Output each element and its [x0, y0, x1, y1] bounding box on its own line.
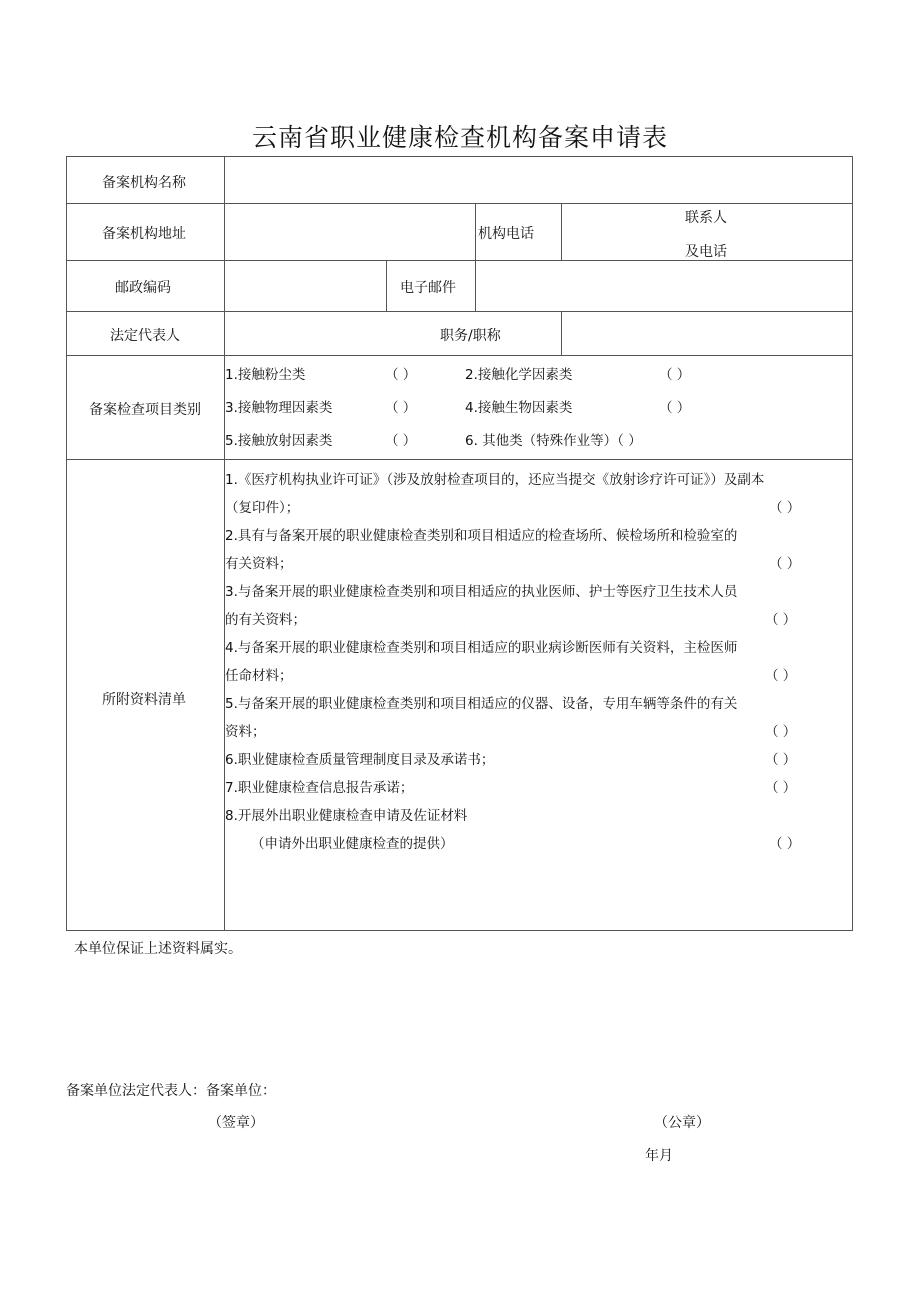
attachment-line: 1.《医疗机构执业许可证》（涉及放射检查项目的，还应当提交《放射诊疗许可证》）及副本 — [225, 472, 765, 488]
org-phone-label: 机构电话 — [478, 226, 534, 242]
attachment-line: 的有关资料； — [225, 612, 306, 628]
attachment-line: 资料； — [225, 724, 266, 740]
category-item: 1.接触粉尘类 — [225, 367, 306, 383]
signature-mark: （签章） — [208, 1115, 264, 1131]
category-checkbox[interactable]: （ ） — [659, 367, 691, 383]
attachment-line: 2.具有与备案开展的职业健康检查类别和项目相适应的检查场所、候检场所和检验室的 — [225, 528, 738, 544]
attachment-checkbox[interactable]: （ ） — [769, 556, 801, 572]
attachment-checkbox[interactable]: （ ） — [769, 500, 801, 516]
official-seal-mark: （公章） — [654, 1115, 710, 1131]
org-address-field[interactable] — [227, 206, 472, 258]
guarantee-statement: 本单位保证上述资料属实。 — [74, 941, 242, 957]
column-divider — [561, 203, 562, 260]
category-item: 3.接触物理因素类 — [225, 400, 333, 416]
row-divider — [67, 260, 852, 261]
attachment-line: （申请外出职业健康检查的提供） — [251, 836, 454, 852]
attachment-line: 任命材料； — [225, 668, 293, 684]
attachment-line: 7.职业健康检查信息报告承诺； — [225, 780, 414, 796]
attachment-line: 3.与备案开展的职业健康检查类别和项目相适应的执业医师、护士等医疗卫生技术人员 — [225, 584, 738, 600]
attachment-line: （复印件）； — [225, 500, 300, 516]
category-item-other[interactable]: 6. 其他类（特殊作业等）（ ） — [465, 433, 642, 449]
position-label: 职务/职称 — [440, 328, 501, 344]
application-form — [66, 156, 853, 931]
attachment-line: 4.与备案开展的职业健康检查类别和项目相适应的职业病诊断医师有关资料，主检医师 — [225, 640, 738, 656]
legal-rep-label: 法定代表人 — [110, 328, 180, 344]
attachment-line: 5.与备案开展的职业健康检查类别和项目相适应的仪器、设备，专用车辆等条件的有关 — [225, 696, 738, 712]
category-item: 2.接触化学因素类 — [465, 367, 573, 383]
category-checkbox[interactable]: （ ） — [659, 400, 691, 416]
category-checkbox[interactable]: （ ） — [385, 433, 417, 449]
legal-rep-field[interactable] — [227, 314, 397, 353]
attachment-line: 有关资料； — [225, 556, 293, 572]
org-address-label: 备案机构地址 — [102, 226, 186, 242]
postal-code-field[interactable] — [227, 263, 383, 309]
column-divider — [561, 311, 562, 355]
signers-line: 备案单位法定代表人：备案单位： — [66, 1083, 276, 1099]
email-label: 电子邮件 — [400, 280, 456, 296]
attachment-line: 8.开展外出职业健康检查申请及佐证材料 — [225, 808, 468, 824]
row-divider — [67, 355, 852, 356]
category-checkbox[interactable]: （ ） — [385, 367, 417, 383]
categories-label: 备案检查项目类别 — [89, 402, 201, 418]
column-divider — [386, 260, 387, 311]
row-divider — [67, 459, 852, 460]
position-field[interactable] — [564, 314, 849, 353]
attachment-checkbox[interactable]: （ ） — [765, 724, 797, 740]
row-divider — [67, 203, 852, 204]
date-line: 年月 — [645, 1148, 673, 1164]
attachment-line: 6.职业健康检查质量管理制度目录及承诺书； — [225, 752, 495, 768]
contact-label-2: 及电话 — [685, 244, 727, 260]
attachments-label: 所附资料清单 — [102, 692, 186, 708]
attachment-checkbox[interactable]: （ ） — [765, 752, 797, 768]
category-item: 4.接触生物因素类 — [465, 400, 573, 416]
row-divider — [67, 311, 852, 312]
attachment-checkbox[interactable]: （ ） — [765, 780, 797, 796]
attachment-checkbox[interactable]: （ ） — [765, 612, 797, 628]
contact-label: 联系人 — [685, 210, 727, 226]
attachment-checkbox[interactable]: （ ） — [769, 836, 801, 852]
postal-code-label: 邮政编码 — [115, 280, 171, 296]
category-item: 5.接触放射因素类 — [225, 433, 333, 449]
page-title: 云南省职业健康检查机构备案申请表 — [251, 123, 668, 152]
attachment-checkbox[interactable]: （ ） — [765, 668, 797, 684]
org-name-label: 备案机构名称 — [102, 175, 186, 191]
column-divider — [475, 203, 476, 311]
org-name-field[interactable] — [227, 159, 849, 201]
email-field[interactable] — [478, 263, 849, 309]
category-checkbox[interactable]: （ ） — [385, 400, 417, 416]
